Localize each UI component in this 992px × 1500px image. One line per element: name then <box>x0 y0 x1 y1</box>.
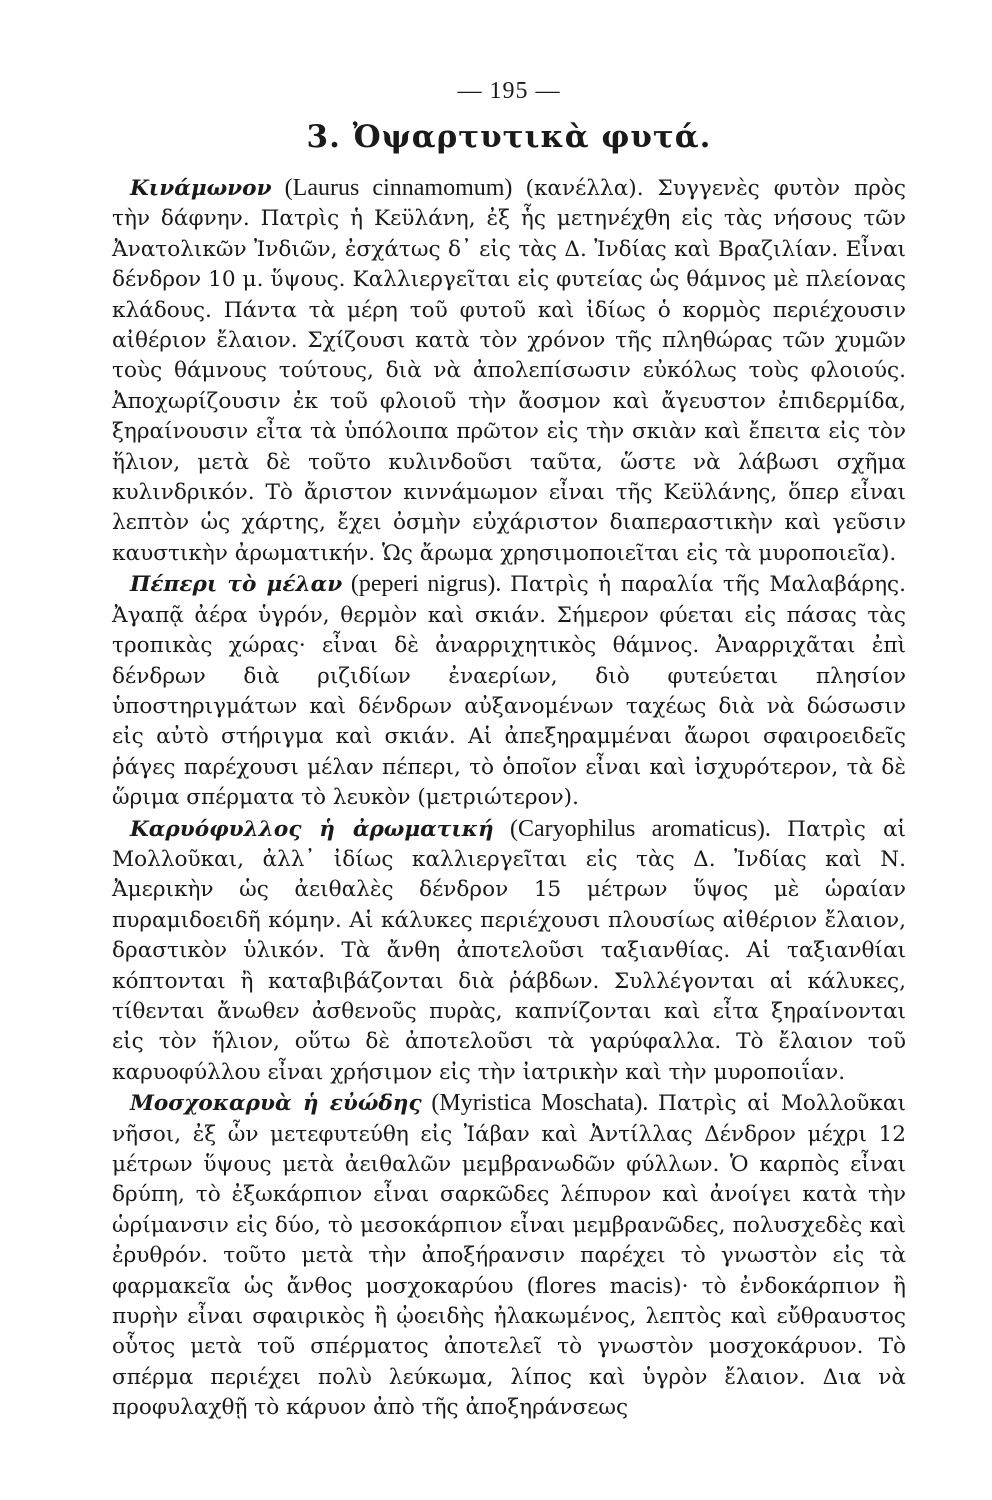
entry-clove <box>112 814 906 1089</box>
entry-text: (κανέλλα). Συγγενὲς φυτὸν πρὸς τὴν δάφνην. Πατρὶς ἡ Κεϋλάνη, ἐξ ἧς μετηνέχθη εἰς τὰς νήσους τῶν Ἀνατολικῶν Ἰνδιῶν, ἐσχάτως δ᾿ εἰς τὰς Δ. Ἰνδίας καὶ Βραζιλίαν. Εἶναι δένδρον 10 μ. ὕψους. Καλλιεργεῖται εἰς φυτείας ὡς θάμνος μὲ πλείονας κλάδους. Πάντα τὰ μέρη τοῦ φυτοῦ καὶ ἰδίως ὁ κορμὸς περιέχουσιν αἰθέριον ἔλαιον. Σχίζουσι κατὰ τὸν χρόνον τῆς πληθώρας τῶν χυμῶν τοὺς θάμνους τούτους, διὰ νὰ ἀπολεπίσωσιν εὐκόλως τοὺς φλοιούς. Ἀποχωρίζουσιν ἐκ τοῦ φλοιοῦ τὴν ἄοσμον καὶ ἄγευστον ἐπιδερμίδα, ξηραίνουσιν εἶτα τὰ ὑπόλοιπα πρῶτον εἰς τὴν σκιὰν καὶ ἔπειτα εἰς τὸν ἥλιον, μετὰ δὲ τοῦτο κυλινδοῦσι ταῦτα, ὥστε νὰ λάβωσι σχῆμα κυλινδρικόν. Τὸ ἄριστον κιννάμωμον εἶναι τῆς Κεϋλάνης, ὅπερ εἶναι λεπτὸν ὡς χάρτης, ἔχει ὀσμὴν εὐχάριστον διαπεραστικὴν καὶ γεῦσιν καυστικὴν ἀρωματικήν. Ὡς ἄρωμα χρησιμοποιεῖται εἰς τὰ μυροποιεῖα). <box>112 176 907 566</box>
page-number: — 195 — <box>457 78 561 104</box>
entry-heading: Μοσχοκαρυὰ ἡ εὐώδης <box>130 1091 422 1117</box>
entry-latin-name: (Caryophilus aromaticus). <box>493 815 788 842</box>
entry-cinnamon <box>112 173 906 569</box>
entry-latin-name: (Myristica Moschata). <box>421 1090 659 1117</box>
entry-latin-name: (Laurus cinnamomum) <box>271 175 526 201</box>
entry-heading: Πέπερι τὸ μέλαν <box>130 572 343 598</box>
entry-nutmeg <box>112 1088 906 1423</box>
entry-heading: Καρυόφυλλος ἡ ἀρωματική <box>130 816 494 842</box>
entry-heading: Κινάμωνον <box>130 176 272 201</box>
entry-text: Πατρὶς αἱ Μολλοῦκαι νῆσοι, ἐξ ὧν μετεφυτεύθη εἰς Ἰάβαν καὶ Ἀντίλλας Δένδρον μέχρι 12 μέτρων ὕψους μετὰ ἀειθαλῶν μεμβρανωδῶν φύλλων. Ὁ καρπὸς εἶναι δρύπη, τὸ ἐξωκάρπιον εἶναι σαρκῶδες λέπυρον καὶ ἀνοίγει κατὰ τὴν ὡρίμανσιν εἰς δύο, τὸ μεσοκάρπιον εἶναι μεμβρανῶδες, πολυσχεδὲς καὶ ἐρυθρόν. τοῦτο μετὰ τὴν ἀποξήρανσιν παρέχει τὸ γνωστὸν εἰς τὰ φαρμακεῖα ὡς ἄνθος μοσχοκαρύου (flores macis)· τὸ ἐνδοκάρπιον ἢ πυρὴν εἶναι σφαιρικὸς ἢ ᾠοειδὴς ἠλακωμένος, λεπτὸς καὶ εὔθραυστος οὗτος μετὰ τοῦ σπέρματος ἀποτελεῖ τὸ γνωστὸν μοσχοκάρυον. Τὸ σπέρμα περιέχει πολὺ λεύκωμα, λίπος καὶ ὑγρὸν ἔλαιον. Δια νὰ προφυλαχθῇ τὸ κάρυον ἀπὸ τῆς ἀποξηράνσεως <box>112 1091 906 1421</box>
entry-latin-name: (peperi nigrus). <box>342 571 511 598</box>
entry-black-pepper <box>112 569 906 813</box>
entry-text: Πατρὶς αἱ Μολλοῦκαι, ἀλλ᾿ ἰδίως καλλιεργεῖται εἰς τὰς Δ. Ἰνδίας καὶ Ν. Ἀμερικὴν ὡς ἀειθαλὲς δένδρον 15 μέτρων ὕψος μὲ ὡραίαν πυραμιδοειδῆ κόμην. Αἱ κάλυκες περιέχουσι πλουσίως αἰθέριον ἔλαιον, δραστικὸν ὑλικόν. Τὰ ἄνθη ἀποτελοῦσι ταξιανθίας. Αἱ ταξιανθίαι κόπτονται ἢ καταβιβάζονται διὰ ῥάβδων. Συλλέγονται αἱ κάλυκες, τίθενται ἄνωθεν ἀσθενοῦς πυρὰς, καπνίζονται καὶ εἶτα ξηραίνονται εἰς τὸν ἥλιον, οὕτω δὲ ἀποτελοῦσι τὰ γαρύφαλλα. Τὸ ἔλαιον τοῦ καρυοφύλλου εἶναι χρήσιμον εἰς τὴν ἰατρικὴν καὶ τὴν μυροποιΐαν. <box>112 816 907 1085</box>
section-title: 3. Ὀψαρτυτικὰ φυτά. <box>306 119 712 155</box>
entry-text: Πατρὶς ἡ παραλία τῆς Μαλαβάρης. Ἀγαπᾷ ἀέρα ὑγρόν, θερμὸν καὶ σκιάν. Σήμερον φύεται εἰς πάσας τὰς τροπικὰς χώρας· εἶναι δὲ ἀναρριχητικὸς θάμνος. Ἀναρριχᾶται ἐπὶ δένδρων διὰ ριζιδίων ἐναερίων, διὸ φυτεύεται πλησίον ὑποστηριγμάτων καὶ δένδρων αὐξανομένων ταχέως διὰ νὰ δώσωσιν εἰς αὐτὸ στήριγμα καὶ σκιάν. Αἱ ἀπεξηραμμέναι ἄωροι σφαιροειδεῖς ῥάγες παρέχουσι μέλαν πέπερι, τὸ ὁποῖον εἶναι καὶ ἰσχυρότερον, τὰ δὲ ὥριμα σπέρματα τὸ λευκὸν (μετριώτερον). <box>112 572 906 811</box>
